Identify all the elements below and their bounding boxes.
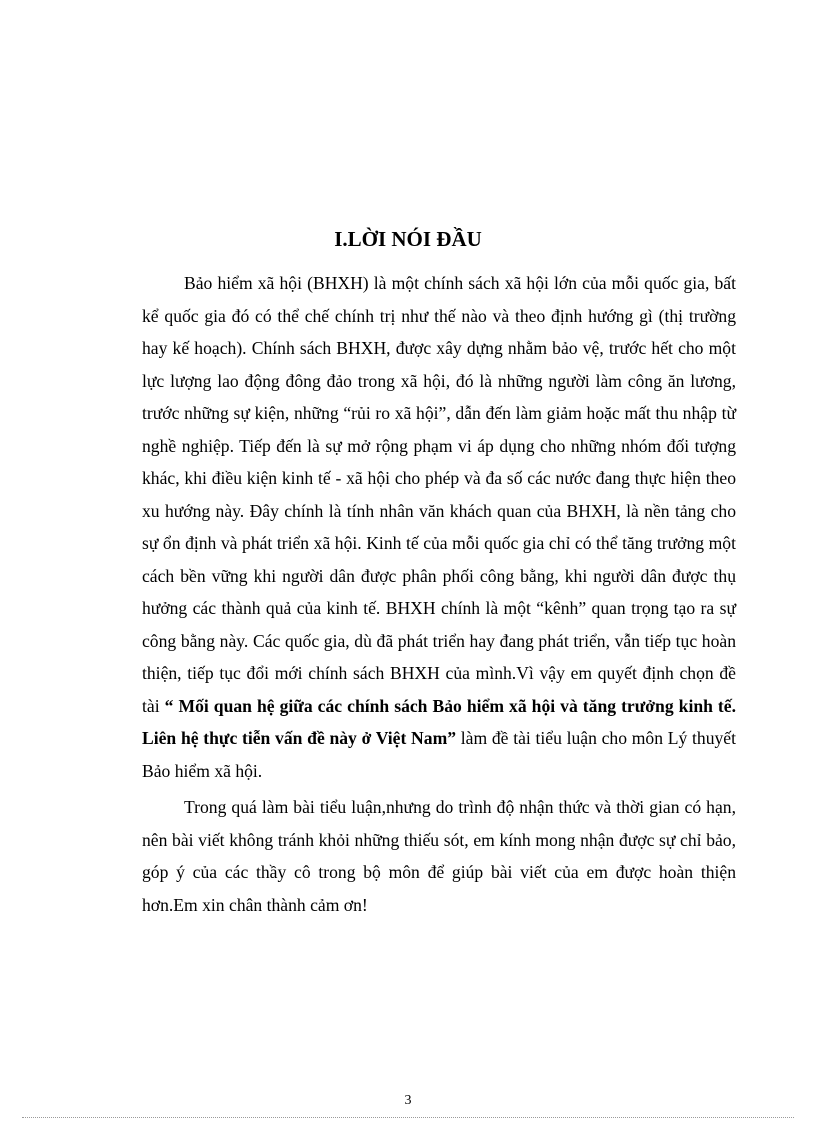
intro-text: Bảo hiểm xã hội (BHXH) là một chính sách xã hội lớn của mỗi quốc gia, bất kể quốc gia đó có thể chế chính trị như thế nào và theo định hướng gì (thị trường hay kế hoạch). Chính sách BHXH, được xây dựng nhằm bảo vệ, trước hết cho một lực lượng lao động đông đảo trong xã hội, đó là những người làm công ăn lương, trước những sự kiện, những “rủi ro xã hội”, dẫn đến làm giảm hoặc mất thu nhập từ nghề nghiệp. Tiếp đến là sự mở rộng phạm vi áp dụng cho những nhóm đối tượng khác, khi điều kiện kinh tế - xã hội cho phép và đa số các nước đang thực hiện theo xu hướng này. Đây chính là tính nhân văn khách quan của BHXH, là nền tảng cho sự ổn định và phát triển xã hội. Kinh tế của mỗi quốc gia chỉ có thể tăng trưởng một cách bền vững khi người dân được phân phối công bằng, khi người dân được thụ hưởng các thành quả của kinh tế. BHXH chính là một “kênh” quan trọng tạo ra sự công bằng này. Các quốc gia, dù đã phát triển hay đang phát triển, vẫn tiếp tục hoàn thiện, tiếp tục đổi mới chính sách BHXH của mình.Vì vậy em quyết định chọn đề tài [142, 273, 736, 716]
page-number: 3 [404, 1093, 412, 1108]
topic-title-bold: “ Mối quan hệ giữa các chính sách Bảo hiểm xã hội và tăng trưởng kinh tế. Liên hệ thực tiễn vấn đề này ở Việt Nam” [142, 695, 737, 748]
intro-text-end: làm đề tài tiểu luận cho môn Lý thuyết Bảo hiểm xã hội. [142, 728, 736, 781]
intro-paragraph [142, 267, 736, 787]
acknowledgement-paragraph: Trong quá làm bài tiểu luận,nhưng do trình độ nhận thức và thời gian có hạn, nên bài viết không tránh khỏi những thiếu sót, em kính mong nhận được sự chỉ bảo, góp ý của các thầy cô trong bộ môn để giúp bài viết của em được hoàn thiện hơn.Em xin chân thành cảm ơn! [142, 797, 736, 915]
document-body [142, 267, 736, 921]
footer-divider [22, 1117, 794, 1118]
page-title: I.LỜI NÓI ĐẦU [334, 227, 482, 251]
